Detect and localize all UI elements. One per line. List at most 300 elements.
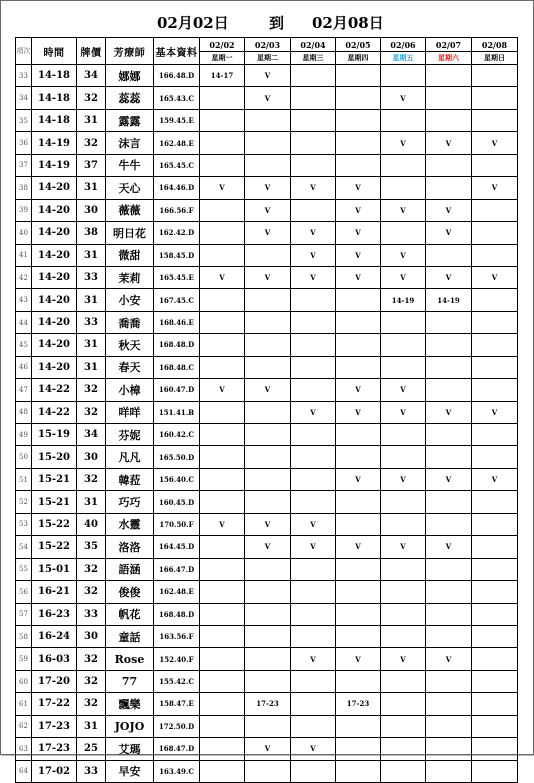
- row-time-cell: 14-18: [32, 65, 77, 87]
- row-time-cell: 17-23: [32, 715, 77, 737]
- availability-cell: [200, 289, 245, 311]
- availability-cell: V: [426, 536, 472, 558]
- row-time-cell: 17-22: [32, 693, 77, 715]
- availability-cell: [426, 513, 472, 535]
- availability-cell: 17-23: [336, 693, 381, 715]
- row-index-cell: 53: [16, 513, 32, 535]
- availability-cell: [291, 446, 336, 468]
- availability-cell: [426, 379, 472, 401]
- row-therapist-cell: 微甜: [106, 244, 154, 266]
- availability-cell: [291, 603, 336, 625]
- availability-cell: [472, 154, 518, 176]
- row-time-cell: 14-18: [32, 109, 77, 131]
- availability-cell: [245, 132, 291, 154]
- row-therapist-cell: 艾瑪: [106, 738, 154, 760]
- row-price-cell: 31: [77, 289, 106, 311]
- row-info-cell: 160.45.D: [154, 491, 200, 513]
- row-price-cell: 25: [77, 738, 106, 760]
- availability-cell: [336, 670, 381, 692]
- row-info-cell: 168.48.C: [154, 356, 200, 378]
- availability-cell: [381, 334, 426, 356]
- table-row: [16, 289, 518, 311]
- availability-cell: V: [200, 266, 245, 288]
- row-therapist-cell: 茉莉: [106, 266, 154, 288]
- availability-cell: [426, 424, 472, 446]
- row-therapist-cell: 早安: [106, 760, 154, 782]
- row-price-cell: 31: [77, 244, 106, 266]
- row-therapist-cell: 飄樂: [106, 693, 154, 715]
- availability-cell: [426, 154, 472, 176]
- availability-cell: V: [426, 222, 472, 244]
- row-index-cell: 58: [16, 625, 32, 647]
- row-info-cell: 152.40.F: [154, 648, 200, 670]
- row-info-cell: 168.48.D: [154, 603, 200, 625]
- row-index-cell: 43: [16, 289, 32, 311]
- row-index-cell: 36: [16, 132, 32, 154]
- row-info-cell: 170.50.F: [154, 513, 200, 535]
- row-therapist-cell: 洛洛: [106, 536, 154, 558]
- row-index-cell: 64: [16, 760, 32, 782]
- availability-cell: [472, 536, 518, 558]
- table-row: [16, 334, 518, 356]
- table-row: [16, 581, 518, 603]
- availability-cell: [381, 65, 426, 87]
- row-index-cell: 47: [16, 379, 32, 401]
- row-price-cell: 34: [77, 65, 106, 87]
- row-price-cell: 31: [77, 356, 106, 378]
- row-index-cell: 41: [16, 244, 32, 266]
- row-therapist-cell: 牛牛: [106, 154, 154, 176]
- row-index-cell: 63: [16, 738, 32, 760]
- row-time-cell: 14-20: [32, 244, 77, 266]
- row-time-cell: 14-20: [32, 177, 77, 199]
- availability-cell: [472, 581, 518, 603]
- availability-cell: [426, 177, 472, 199]
- row-info-cell: 164.46.D: [154, 177, 200, 199]
- row-therapist-cell: JOJO: [106, 715, 154, 737]
- table-body: [16, 65, 518, 783]
- availability-cell: [426, 109, 472, 131]
- row-info-cell: 166.48.D: [154, 65, 200, 87]
- availability-cell: [336, 760, 381, 782]
- table-row: [16, 132, 518, 154]
- row-time-cell: 14-22: [32, 379, 77, 401]
- row-price-cell: 32: [77, 132, 106, 154]
- availability-cell: [200, 491, 245, 513]
- availability-cell: [291, 468, 336, 490]
- availability-cell: [472, 491, 518, 513]
- availability-cell: [336, 491, 381, 513]
- row-therapist-cell: 小樟: [106, 379, 154, 401]
- availability-cell: V: [336, 266, 381, 288]
- header-weekday-friday: 星期五: [381, 52, 426, 65]
- availability-cell: [426, 670, 472, 692]
- table-row: [16, 625, 518, 647]
- row-therapist-cell: 秋天: [106, 334, 154, 356]
- availability-cell: V: [426, 266, 472, 288]
- availability-cell: V: [245, 87, 291, 109]
- availability-cell: V: [472, 468, 518, 490]
- row-index-cell: 40: [16, 222, 32, 244]
- availability-cell: V: [336, 468, 381, 490]
- table-row: [16, 693, 518, 715]
- availability-cell: [245, 468, 291, 490]
- header-date: 02/06: [381, 38, 426, 52]
- availability-cell: [200, 244, 245, 266]
- row-price-cell: 33: [77, 760, 106, 782]
- availability-cell: V: [336, 536, 381, 558]
- availability-cell: [472, 446, 518, 468]
- row-index-cell: 34: [16, 87, 32, 109]
- row-therapist-cell: 天心: [106, 177, 154, 199]
- row-index-cell: 62: [16, 715, 32, 737]
- availability-cell: [426, 356, 472, 378]
- table-row: [16, 199, 518, 221]
- availability-cell: [291, 311, 336, 333]
- availability-cell: V: [472, 401, 518, 423]
- row-therapist-cell: 明日花: [106, 222, 154, 244]
- table-header: [16, 38, 518, 65]
- availability-cell: [426, 558, 472, 580]
- availability-cell: [245, 491, 291, 513]
- row-therapist-cell: 露露: [106, 109, 154, 131]
- availability-cell: [426, 334, 472, 356]
- availability-cell: [245, 446, 291, 468]
- availability-cell: V: [291, 266, 336, 288]
- availability-cell: V: [245, 266, 291, 288]
- row-time-cell: 15-22: [32, 536, 77, 558]
- row-therapist-cell: 語涵: [106, 558, 154, 580]
- availability-cell: [472, 311, 518, 333]
- availability-cell: V: [245, 536, 291, 558]
- row-price-cell: 32: [77, 468, 106, 490]
- availability-cell: [472, 379, 518, 401]
- availability-cell: [472, 625, 518, 647]
- row-index-cell: 35: [16, 109, 32, 131]
- row-price-cell: 33: [77, 311, 106, 333]
- availability-cell: [291, 379, 336, 401]
- row-index-cell: 60: [16, 670, 32, 692]
- row-therapist-cell: 小安: [106, 289, 154, 311]
- row-index-cell: 44: [16, 311, 32, 333]
- availability-cell: [245, 603, 291, 625]
- row-info-cell: 165.50.D: [154, 446, 200, 468]
- header-date: 02/08: [472, 38, 518, 52]
- availability-cell: [336, 109, 381, 131]
- table-row: [16, 536, 518, 558]
- header-date: 02/03: [245, 38, 291, 52]
- table-row: [16, 177, 518, 199]
- row-index-cell: 57: [16, 603, 32, 625]
- row-price-cell: 32: [77, 379, 106, 401]
- table-row: [16, 424, 518, 446]
- availability-cell: [336, 311, 381, 333]
- row-index-cell: 52: [16, 491, 32, 513]
- row-time-cell: 15-01: [32, 558, 77, 580]
- availability-cell: [381, 446, 426, 468]
- availability-cell: [426, 760, 472, 782]
- row-index-cell: 37: [16, 154, 32, 176]
- availability-cell: [381, 693, 426, 715]
- availability-cell: [291, 356, 336, 378]
- availability-cell: V: [291, 177, 336, 199]
- row-price-cell: 30: [77, 625, 106, 647]
- table-row: [16, 603, 518, 625]
- header-weekday-saturday: 星期六: [426, 52, 472, 65]
- availability-cell: 14-19: [381, 289, 426, 311]
- availability-cell: V: [245, 222, 291, 244]
- availability-cell: [426, 446, 472, 468]
- row-price-cell: 30: [77, 446, 106, 468]
- row-therapist-cell: 韓菈: [106, 468, 154, 490]
- row-info-cell: 162.48.E: [154, 581, 200, 603]
- availability-cell: V: [381, 199, 426, 221]
- availability-cell: V: [200, 379, 245, 401]
- row-info-cell: 172.50.D: [154, 715, 200, 737]
- availability-cell: V: [381, 536, 426, 558]
- availability-cell: [336, 154, 381, 176]
- availability-cell: [381, 311, 426, 333]
- availability-cell: V: [381, 401, 426, 423]
- availability-cell: V: [381, 379, 426, 401]
- availability-cell: [336, 625, 381, 647]
- availability-cell: V: [336, 177, 381, 199]
- row-price-cell: 31: [77, 109, 106, 131]
- row-time-cell: 15-22: [32, 513, 77, 535]
- availability-cell: [381, 760, 426, 782]
- availability-cell: [472, 670, 518, 692]
- row-price-cell: 37: [77, 154, 106, 176]
- row-therapist-cell: 帆花: [106, 603, 154, 625]
- table-row: [16, 65, 518, 87]
- row-therapist-cell: 童話: [106, 625, 154, 647]
- availability-cell: [200, 401, 245, 423]
- table-row: [16, 468, 518, 490]
- availability-cell: V: [426, 648, 472, 670]
- row-therapist-cell: 蕊蕊: [106, 87, 154, 109]
- availability-cell: [472, 356, 518, 378]
- row-index-cell: 59: [16, 648, 32, 670]
- row-price-cell: 32: [77, 581, 106, 603]
- row-time-cell: 16-24: [32, 625, 77, 647]
- availability-cell: [336, 581, 381, 603]
- row-price-cell: 32: [77, 558, 106, 580]
- row-therapist-cell: 芬妮: [106, 424, 154, 446]
- availability-cell: [472, 244, 518, 266]
- table-row: [16, 222, 518, 244]
- availability-cell: [245, 648, 291, 670]
- row-index-cell: 54: [16, 536, 32, 558]
- table-row: [16, 379, 518, 401]
- availability-cell: [200, 468, 245, 490]
- availability-cell: [245, 760, 291, 782]
- row-info-cell: 158.45.D: [154, 244, 200, 266]
- availability-cell: [381, 222, 426, 244]
- availability-cell: [245, 289, 291, 311]
- availability-cell: V: [245, 513, 291, 535]
- availability-cell: [245, 558, 291, 580]
- availability-cell: [200, 603, 245, 625]
- table-row: [16, 670, 518, 692]
- row-info-cell: 156.40.C: [154, 468, 200, 490]
- row-info-cell: 168.47.D: [154, 738, 200, 760]
- availability-cell: [426, 603, 472, 625]
- row-price-cell: 31: [77, 177, 106, 199]
- availability-cell: [200, 693, 245, 715]
- row-index-cell: 45: [16, 334, 32, 356]
- availability-cell: [336, 424, 381, 446]
- row-price-cell: 32: [77, 693, 106, 715]
- table-row: [16, 491, 518, 513]
- availability-cell: [472, 87, 518, 109]
- availability-cell: 14-19: [426, 289, 472, 311]
- row-info-cell: 168.46.E: [154, 311, 200, 333]
- header-date: 02/04: [291, 38, 336, 52]
- header-info: 基本資料: [154, 38, 200, 65]
- availability-cell: [200, 222, 245, 244]
- row-index-cell: 56: [16, 581, 32, 603]
- availability-cell: V: [472, 132, 518, 154]
- table-row: [16, 266, 518, 288]
- availability-cell: [291, 65, 336, 87]
- availability-cell: [200, 87, 245, 109]
- row-price-cell: 32: [77, 87, 106, 109]
- availability-cell: [426, 625, 472, 647]
- row-therapist-cell: 巧巧: [106, 491, 154, 513]
- availability-cell: [200, 356, 245, 378]
- row-therapist-cell: 俊俊: [106, 581, 154, 603]
- row-therapist-cell: 凡凡: [106, 446, 154, 468]
- availability-cell: [381, 109, 426, 131]
- table-row: [16, 648, 518, 670]
- table-row: [16, 356, 518, 378]
- availability-cell: [381, 513, 426, 535]
- availability-cell: [336, 446, 381, 468]
- availability-cell: [245, 244, 291, 266]
- availability-cell: [245, 311, 291, 333]
- table-row: [16, 244, 518, 266]
- row-time-cell: 14-20: [32, 356, 77, 378]
- availability-cell: [426, 738, 472, 760]
- availability-cell: [200, 334, 245, 356]
- row-therapist-cell: 喬喬: [106, 311, 154, 333]
- availability-cell: V: [200, 177, 245, 199]
- availability-cell: [291, 87, 336, 109]
- header-weekday: 星期三: [291, 52, 336, 65]
- availability-cell: [336, 513, 381, 535]
- availability-cell: [472, 558, 518, 580]
- row-index-cell: 42: [16, 266, 32, 288]
- row-info-cell: 160.42.C: [154, 424, 200, 446]
- availability-cell: [200, 311, 245, 333]
- row-therapist-cell: 薇薇: [106, 199, 154, 221]
- row-price-cell: 33: [77, 266, 106, 288]
- availability-cell: V: [472, 177, 518, 199]
- availability-cell: [472, 648, 518, 670]
- row-price-cell: 30: [77, 199, 106, 221]
- availability-cell: V: [381, 244, 426, 266]
- schedule-title: [0, 12, 534, 34]
- availability-cell: [200, 199, 245, 221]
- availability-cell: [381, 581, 426, 603]
- row-price-cell: 38: [77, 222, 106, 244]
- row-time-cell: 14-19: [32, 154, 77, 176]
- header-date: 02/07: [426, 38, 472, 52]
- availability-cell: [245, 625, 291, 647]
- availability-cell: [336, 65, 381, 87]
- table-row: [16, 715, 518, 737]
- row-info-cell: 167.45.C: [154, 289, 200, 311]
- availability-cell: [245, 334, 291, 356]
- row-time-cell: 14-20: [32, 266, 77, 288]
- availability-cell: [426, 65, 472, 87]
- availability-cell: [426, 311, 472, 333]
- table-row: [16, 154, 518, 176]
- availability-cell: V: [245, 177, 291, 199]
- availability-cell: [381, 177, 426, 199]
- availability-cell: [381, 603, 426, 625]
- availability-cell: [291, 199, 336, 221]
- row-price-cell: 33: [77, 603, 106, 625]
- availability-cell: [291, 289, 336, 311]
- availability-cell: [381, 625, 426, 647]
- row-time-cell: 16-03: [32, 648, 77, 670]
- row-price-cell: 31: [77, 715, 106, 737]
- header-weekday: 星期四: [336, 52, 381, 65]
- availability-cell: [336, 356, 381, 378]
- availability-cell: [245, 581, 291, 603]
- header-date: 02/05: [336, 38, 381, 52]
- table-row: [16, 738, 518, 760]
- header-therapist: 芳療師: [106, 38, 154, 65]
- header-price: 牌價: [77, 38, 106, 65]
- availability-cell: [291, 558, 336, 580]
- header-weekday: 星期日: [472, 52, 518, 65]
- row-time-cell: 16-23: [32, 603, 77, 625]
- row-info-cell: 165.43.C: [154, 87, 200, 109]
- availability-cell: [381, 558, 426, 580]
- title-start-date: 02月02日: [157, 14, 229, 32]
- row-time-cell: 14-20: [32, 199, 77, 221]
- availability-cell: [381, 491, 426, 513]
- availability-cell: [381, 738, 426, 760]
- availability-cell: V: [426, 468, 472, 490]
- row-index-cell: 38: [16, 177, 32, 199]
- availability-cell: V: [245, 199, 291, 221]
- availability-cell: [291, 491, 336, 513]
- row-therapist-cell: 咩咩: [106, 401, 154, 423]
- row-info-cell: 165.45.C: [154, 154, 200, 176]
- availability-cell: [381, 670, 426, 692]
- availability-cell: V: [245, 65, 291, 87]
- availability-cell: [291, 760, 336, 782]
- availability-cell: V: [381, 468, 426, 490]
- table-row: [16, 446, 518, 468]
- row-info-cell: 160.47.D: [154, 379, 200, 401]
- availability-cell: [381, 356, 426, 378]
- availability-cell: [200, 648, 245, 670]
- title-end-date: 02月08日: [312, 14, 384, 32]
- availability-cell: [336, 334, 381, 356]
- availability-cell: [291, 132, 336, 154]
- availability-cell: V: [381, 132, 426, 154]
- availability-cell: [336, 87, 381, 109]
- availability-cell: 14-17: [200, 65, 245, 87]
- row-time-cell: 14-18: [32, 87, 77, 109]
- availability-cell: [426, 581, 472, 603]
- availability-cell: [200, 424, 245, 446]
- header-weekday: 星期二: [245, 52, 291, 65]
